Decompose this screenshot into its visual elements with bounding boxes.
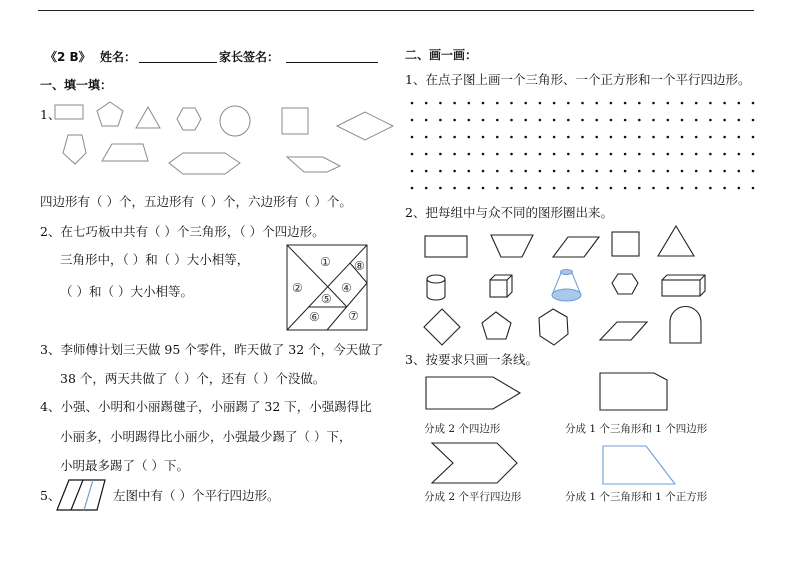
q3-line1: 3、李师傅计划三天做 95 个零件，昨天做了 32 个，今天做了	[40, 342, 384, 357]
arch-shape	[670, 307, 701, 344]
hexagon-shape-2	[539, 309, 568, 345]
q2-line2: 三角形中，（ ）和（ ）大小相等，	[60, 252, 250, 267]
caption-3: 分成 2 个平行四边形	[424, 491, 522, 503]
diamond-shape	[424, 309, 460, 345]
parallelogram-shape-2	[600, 322, 647, 340]
caption-1: 分成 2 个四边形	[424, 423, 501, 435]
pentagon-shape	[97, 102, 123, 126]
cone-shape	[552, 270, 581, 302]
hexagon-shape-2	[169, 153, 240, 174]
top-rule	[38, 10, 754, 11]
tangram-label-8: ⑧	[354, 259, 365, 273]
q5-label: 5、	[40, 488, 61, 503]
trapezoid-shape	[491, 235, 533, 257]
parallelogram-shape	[553, 237, 599, 257]
cuboid-shape	[662, 275, 705, 296]
tangram-label-5: ⑤	[321, 292, 332, 306]
cut-corner-rectangle-shape	[600, 373, 667, 410]
s2-q3-text: 3、按要求只画一条线。	[405, 352, 538, 367]
tangram-label-6: ⑥	[309, 310, 320, 324]
q4-line2: 小丽多，小明踢得比小丽少，小强最少踢了（ ）下，	[60, 429, 352, 444]
hexagon-shape-3	[287, 157, 340, 172]
caption-2: 分成 1 个三角形和 1 个四边形	[565, 423, 708, 435]
rhombus-shape	[337, 112, 393, 140]
caption-4: 分成 1 个三角形和 1 个正方形	[565, 491, 708, 503]
tangram-label-7: ⑦	[348, 309, 359, 323]
pentagon-shape-2	[63, 135, 86, 164]
parent-sign-label: 家长签名：	[219, 50, 280, 64]
triangle-shape	[658, 226, 694, 256]
paper-code: 《2 B》	[45, 50, 91, 64]
q5-text: 左图中有（ ）个平行四边形。	[113, 488, 280, 503]
q2-line1: 2、在七巧板中共有（ ）个三角形，（ ）个四边形。	[40, 224, 325, 239]
name-field[interactable]	[139, 50, 217, 63]
circle-shape	[220, 106, 250, 136]
square-shape	[282, 108, 308, 134]
hexagon-shape	[612, 274, 638, 294]
tangram-label-2: ②	[292, 281, 303, 295]
trapezoid-shape	[102, 144, 148, 161]
q1-label: 1、	[40, 107, 61, 122]
chevron-shape	[432, 443, 517, 483]
tangram-label-1: ①	[320, 255, 331, 269]
name-label: 姓名：	[100, 50, 137, 64]
q4-line3: 小明最多踢了（ ）下。	[60, 458, 189, 473]
pentagon-shape	[482, 312, 511, 339]
hexagon-shape	[177, 108, 201, 130]
square-shape	[612, 232, 639, 256]
triangle-shape	[136, 107, 160, 128]
q4-line1: 4、小强、小明和小丽踢毽子，小丽踢了 32 下，小强踢得比	[40, 399, 372, 414]
s2-q1-text: 1、在点子图上画一个三角形、一个正方形和一个平行四边形。	[405, 72, 751, 87]
s2-q2-text: 2、把每组中与众不同的图形圈出来。	[405, 205, 613, 220]
cylinder-shape	[427, 275, 445, 300]
section2-title: 二、画一画：	[405, 48, 478, 62]
q3-line2: 38 个，两天共做了（ ）个，还有（ ）个没做。	[60, 371, 326, 386]
rectangle-shape	[425, 236, 467, 257]
tangram-label-4: ④	[341, 281, 352, 295]
section1-title: 一、填一填：	[40, 78, 113, 92]
right-trapezoid-shape	[603, 446, 675, 484]
q2-line3: （ ）和（ ）大小相等。	[60, 284, 193, 299]
arrow-pentagon-shape	[426, 377, 520, 409]
q1-text: 四边形有（ ）个，五边形有（ ）个，六边形有（ ）个。	[40, 194, 352, 209]
cube-shape	[490, 275, 512, 297]
parent-sign-field[interactable]	[286, 50, 378, 63]
